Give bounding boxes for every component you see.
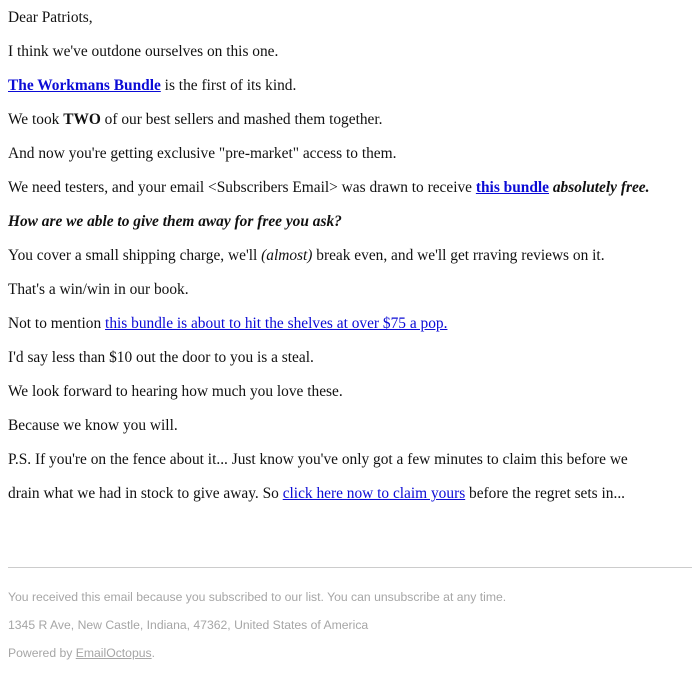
ps-line-2 [8,484,625,504]
shipping-text-after: break even, and we'll get rraving reviews on it. [312,247,605,264]
paragraph-steal: I'd say less than $10 out the door to you is a steal. [8,349,314,366]
paragraph-know-you-will: Because we know you will. [8,417,178,434]
shipping-text-before: You cover a small shipping charge, we'll [8,247,262,264]
footer-address: 1345 R Ave, New Castle, Indiana, 47362, United States of America [8,618,369,632]
almost-italic: (almost) [261,247,313,264]
testers-text: We need testers, and your email <Subscribers Email> was drawn to receive [8,179,476,196]
footer-notice: You received this email because you subscribed to our list. You can unsubscribe at any time. [8,590,507,604]
two-sellers-text-after: of our best sellers and mashed them together. [100,111,383,128]
paragraph-look-forward: We look forward to hearing how much you love these. [8,383,343,400]
emailoctopus-link[interactable]: EmailOctopus [75,646,152,660]
two-emphasis: TWO [63,111,101,128]
ps-text-after: before the regret sets in... [465,485,626,502]
claim-yours-link[interactable]: click here now to claim yours [282,485,466,502]
paragraph-outdone: I think we've outdone ourselves on this one. [8,43,279,60]
paragraph-not-to-mention [8,314,447,334]
footer-powered-by [8,645,692,661]
ps-line-1: P.S. If you're on the fence about it... Just know you've only got a few minutes to claim this before we [8,451,628,468]
workmans-bundle-link[interactable]: The Workmans Bundle [8,77,161,94]
ps-text-before: drain what we had in stock to give away. So [8,485,283,502]
paragraph-shipping [8,246,605,266]
paragraph-two-sellers [8,110,383,130]
paragraph-win-win: That's a win/win in our book. [8,281,189,298]
bundle-intro-text: is the first of its kind. [160,77,297,94]
two-sellers-text-before: We took [8,111,64,128]
paragraph-pre-market: And now you're getting exclusive "pre-market" access to them. [8,145,397,162]
paragraph-testers [8,178,649,198]
paragraph-bundle-intro [8,76,296,96]
shelves-price-link[interactable]: this bundle is about to hit the shelves at over $75 a pop. [105,315,448,332]
powered-by-period: . [151,646,156,660]
absolutely-free-emphasis: absolutely free. [549,179,650,196]
this-bundle-link[interactable]: this bundle [475,179,550,196]
not-to-mention-text: Not to mention [8,315,106,332]
powered-by-text: Powered by [8,646,76,660]
paragraph-how-question: How are we able to give them away for free you ask? [8,213,342,230]
footer-divider [8,567,692,568]
greeting: Dear Patriots, [8,9,93,26]
